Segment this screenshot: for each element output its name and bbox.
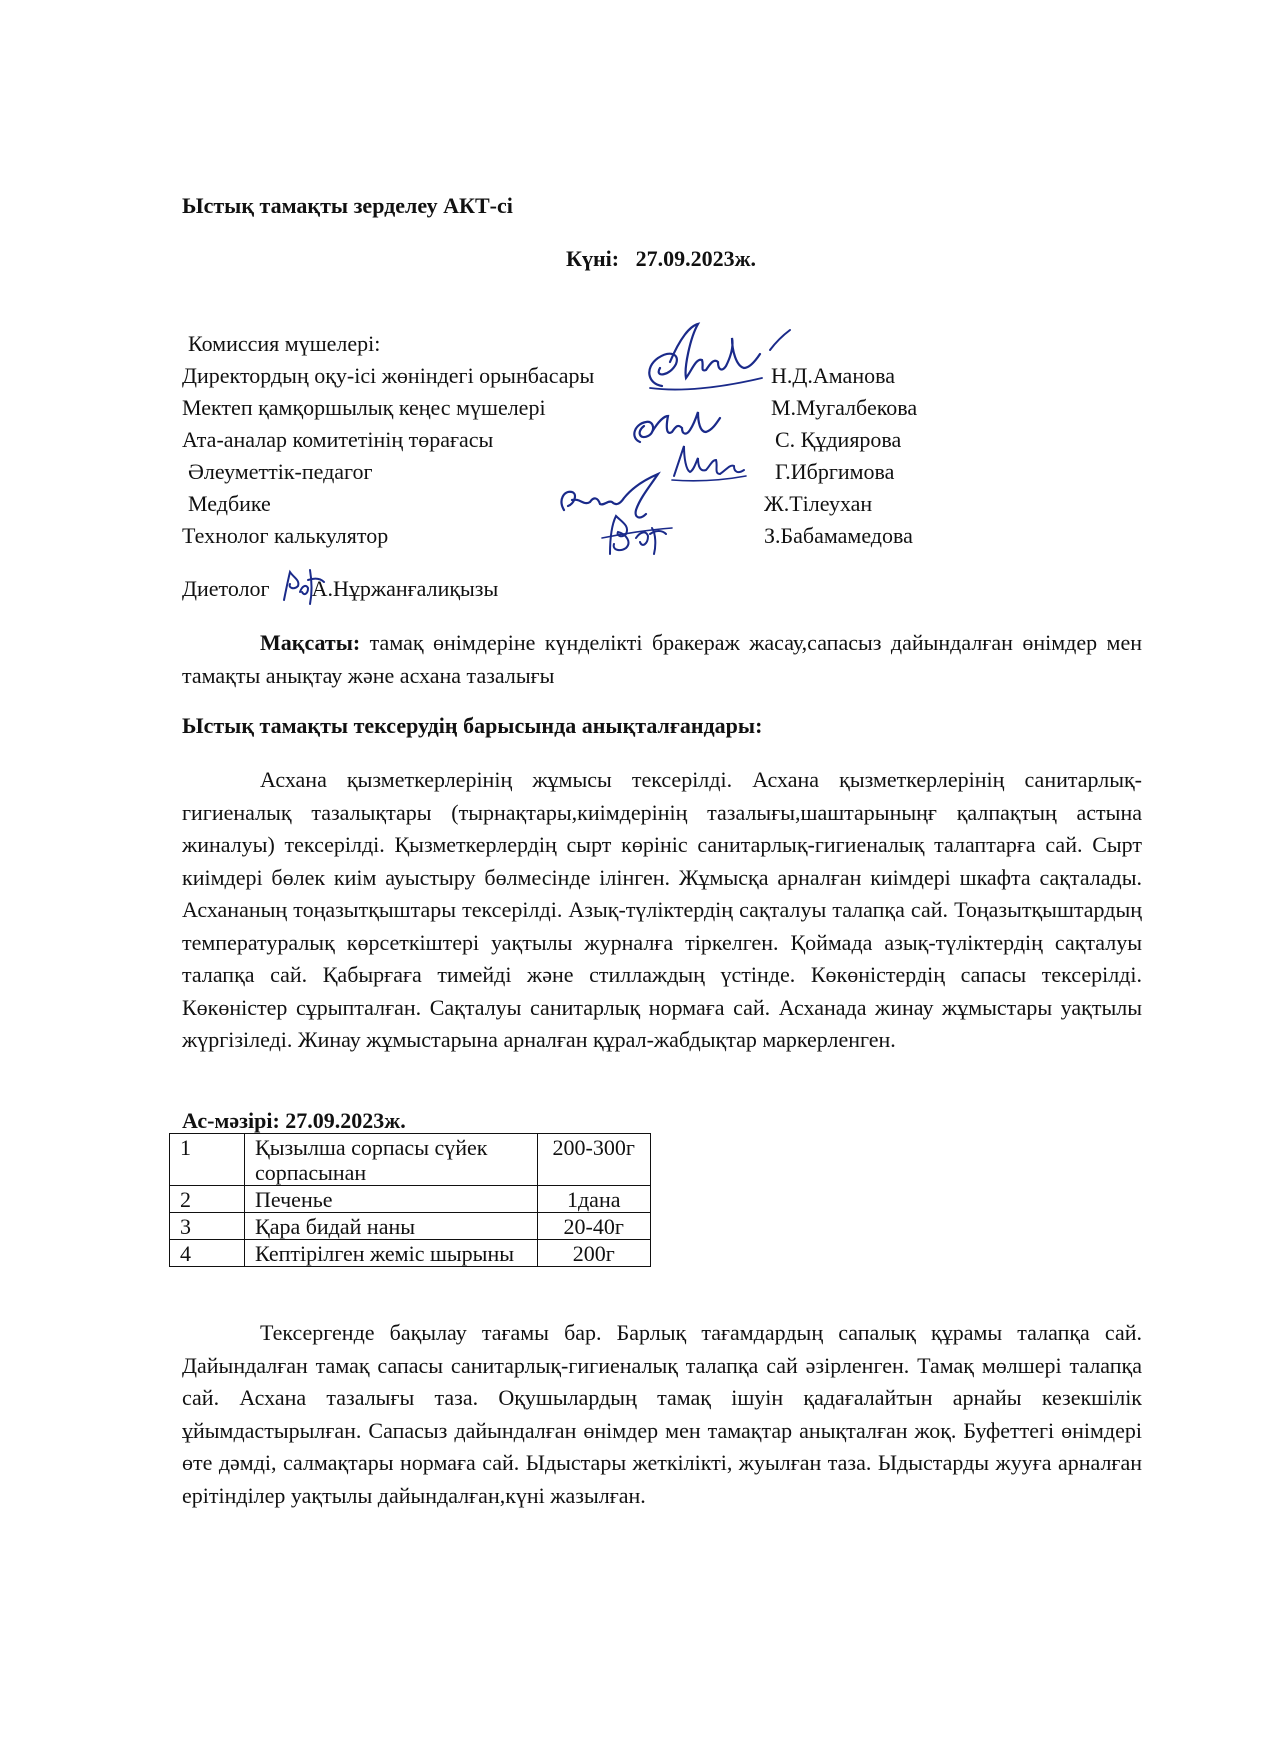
member-role: Технолог калькулятор bbox=[182, 523, 389, 548]
signature-amanova bbox=[640, 318, 770, 398]
member-name: С. Құдиярова bbox=[775, 427, 902, 452]
table-row bbox=[170, 1213, 651, 1240]
dish-name: Кептірілген жеміс шырыны bbox=[245, 1240, 538, 1267]
member-name: Н.Д.Аманова bbox=[771, 363, 895, 388]
dish-name: Печенье bbox=[245, 1186, 538, 1213]
table-row bbox=[170, 1240, 651, 1267]
signature-babamamedova bbox=[596, 508, 676, 558]
member-name: З.Бабамамедова bbox=[764, 523, 913, 548]
member-name: Г.Ибргимова bbox=[775, 459, 895, 484]
commission-heading: Комиссия мүшелері: bbox=[188, 331, 381, 356]
row-number: 3 bbox=[170, 1213, 245, 1240]
table-row bbox=[170, 1134, 651, 1186]
menu-heading: Ас-мәзірі: 27.09.2023ж. bbox=[182, 1108, 406, 1133]
dietolog-line bbox=[182, 576, 498, 602]
date-value: 27.09.2023ж. bbox=[635, 246, 757, 271]
findings-heading: Ыстық тамақты тексерудің барысында анықталғандары: bbox=[182, 713, 763, 738]
purpose-text: тамақ өнімдеріне күнделікті бракераж жасау,сапасыз дайындалған өнімдер мен тамақты анықтау және асхана тазалығы bbox=[182, 630, 1142, 688]
member-role: Ата-аналар комитетінің төрағасы bbox=[182, 427, 494, 452]
member-role: Медбике bbox=[188, 491, 271, 516]
member-role: Мектеп қамқоршылық кеңес мүшелері bbox=[182, 395, 546, 420]
member-name: Ж.Тілеухан bbox=[764, 491, 873, 516]
dietolog-role: Диетолог bbox=[182, 576, 270, 601]
conclusion-paragraph: Тексергенде бақылау тағамы бар. Барлық тағамдардың сапалық құрамы талапқа сай. Дайындалған тамақ сапасы санитарлық-гигиеналық талапқа сай әзірленген. Тамақ мөлшері талапқа сай. Асхана тазалығы таза. Оқушылардың тамақ ішуін қадағалайтын арнайы кезекшілік ұйымдастырылған. Сапасыз дайындалған өнімдер мен тамақтар анықталған жоқ. Буфеттегі өнімдері өте дәмді, салмақтары нормаға сай. Ыдыстары жеткілікті, жуылған таза. Ыдыстарды жууға арналған ерітінділер уақтылы дайындалған,күні жазылған. bbox=[182, 1320, 1142, 1508]
purpose-label: Мақсаты: bbox=[260, 630, 361, 655]
dish-amount: 200-300г bbox=[538, 1134, 651, 1186]
table-row bbox=[170, 1186, 651, 1213]
dish-amount: 20-40г bbox=[538, 1213, 651, 1240]
dish-name: Қара бидай наны bbox=[245, 1213, 538, 1240]
dish-amount: 200г bbox=[538, 1240, 651, 1267]
row-number: 4 bbox=[170, 1240, 245, 1267]
dish-amount: 1дана bbox=[538, 1186, 651, 1213]
dish-name: Қызылша сорпасы сүйек сорпасынан bbox=[245, 1134, 538, 1186]
signature-dietolog bbox=[280, 566, 326, 606]
row-number: 1 bbox=[170, 1134, 245, 1186]
dietolog-name: А.Нұржанғалиқызы bbox=[311, 576, 499, 601]
member-name: М.Мугалбекова bbox=[771, 395, 918, 420]
document-title: Ыстық тамақты зерделеу АКТ-сі bbox=[182, 193, 513, 218]
member-role: Әлеуметтік-педагог bbox=[188, 459, 373, 484]
member-role: Директордың оқу-ісі жөніндегі орынбасары bbox=[182, 363, 595, 388]
findings-paragraph: Асхана қызметкерлерінің жұмысы тексерілді. Асхана қызметкерлерінің санитарлық-гигиеналық тазалықтары (тырнақтары,киімдерінің тазалығы,шаштарыныңғ қалпақтың астына жиналуы) тексерілді. Қызметкерлердің сырт көрініс санитарлық-гигиеналық талаптарға сай. Сырт киімдері бөлек киім ауыстыру бөлмесінде ілінген. Жұмысқа арналған киімдері шкафта сақталады. Асхананың тоңазытқыштары тексерілді. Азық-түліктердің сақталуы талапқа сай. Тоңазытқыштардың температуралық көрсеткіштері уақтылы журналға тіркелген. Қоймада азық-түліктердің сақталуы талапқа сай. Қабырғаға тимейді және стиллаждың үстінде. Көкөністердің сапасы тексерілді. Көкөністер сұрыпталған. Сақталуы санитарлық нормаға сай. Асханада жинау жұмыстары уақтылы жүргізіледі. Жинау жұмыстарына арналған құрал-жабдықтар маркерленген. bbox=[182, 767, 1142, 1052]
document-date bbox=[566, 246, 756, 272]
signature-mark bbox=[768, 328, 794, 352]
purpose-paragraph bbox=[182, 627, 1142, 692]
row-number: 2 bbox=[170, 1186, 245, 1213]
date-label: Күні: bbox=[566, 246, 620, 271]
menu-table bbox=[169, 1133, 651, 1267]
